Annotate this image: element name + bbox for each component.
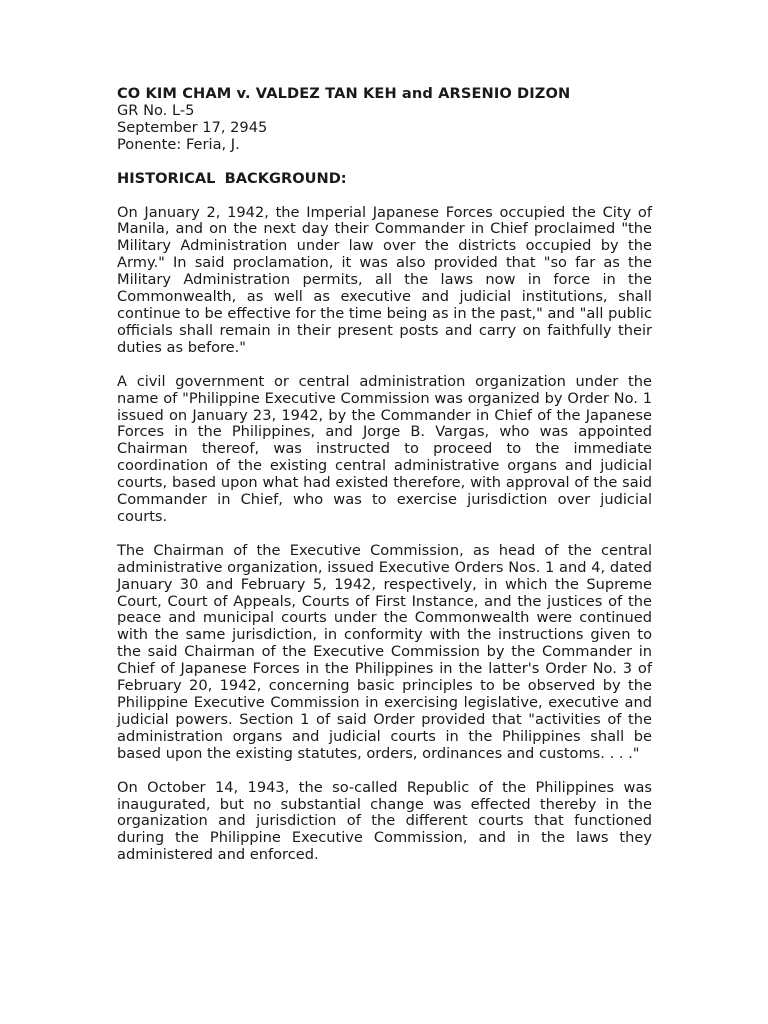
paragraph-1: On January 2, 1942, the Imperial Japanese Forces occupied the City of Manila, and on the next day their Commander in Chief proclaimed "the Military Administration under law over the districts occupied by the Army." In said proclamation, it was also provided that "so far as the Military Administration permits, all the laws now in force in the Commonwealth, as well as executive and judicial institutions, shall continue to be effective for the time being as in the past," and "all public officials shall remain in their present posts and carry on faithfully their duties as before." <box>117 203 652 356</box>
paragraph-3: The Chairman of the Executive Commission, as head of the central administrative organization, issued Executive Orders Nos. 1 and 4, dated January 30 and February 5, 1942, respectively, in which the Supreme Court, Court of Appeals, Courts of First Instance, and the justices of the peace and municipal courts under the Commonwealth were continued with the same jurisdiction, in conformity with the instructions given to the said Chairman of the Executive Commission by the Commander in Chief of Japanese Forces in the Philippines in the latter's Order No. 3 of February 20, 1942, concerning basic principles to be observed by the Philippine Executive Commission in exercising legislative, executive and judicial powers. Section 1 of said Order provided that "activities of the administration organs and judicial courts in the Philippines shall be based upon the existing statutes, orders, ordinances and customs. . . ." <box>117 541 652 762</box>
section-heading: HISTORICAL BACKGROUND: <box>117 169 347 187</box>
ponente: Ponente: Feria, J. <box>117 135 240 153</box>
gr-number: GR No. L-5 <box>117 101 195 119</box>
decision-date: September 17, 2945 <box>117 118 268 136</box>
case-title: CO KIM CHAM v. VALDEZ TAN KEH and ARSENIO DIZON <box>117 85 571 102</box>
paragraph-2: A civil government or central administration organization under the name of "Philippine Executive Commission was organized by Order No. 1 issued on January 23, 1942, by the Commander in Chief of the Japanese Forces in the Philippines, and Jorge B. Vargas, who was appointed Chairman thereof, was instructed to proceed to the immediate coordination of the existing central administrative organs and judicial courts, based upon what had existed therefore, with approval of the said Commander in Chief, who was to exercise jurisdiction over judicial courts. <box>117 372 652 525</box>
paragraph-4: On October 14, 1943, the so-called Republic of the Philippines was inaugurated, but no substantial change was effected thereby in the organization and jurisdiction of the different courts that functioned during the Philippine Executive Commission, and in the laws they administered and enforced. <box>117 778 652 864</box>
document-page <box>117 86 652 864</box>
